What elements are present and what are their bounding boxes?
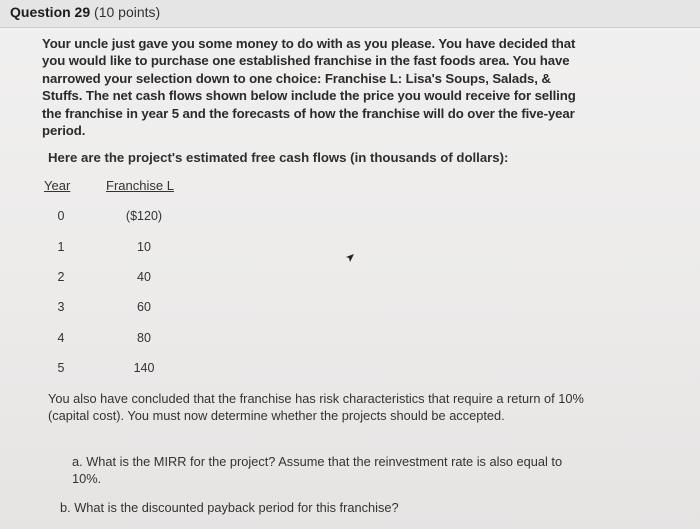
table-row-value: 60 (137, 300, 151, 314)
question-header (0, 0, 700, 28)
question-intro: Your uncle just gave you some money to do with as you please. You have decided that you would like to purchase one established franchise in the fast foods area. You have narrowed your selection down to one choice: Franchise L: Lisa's Soups, Salads, & Stuffs. The net cash flows shown below include the price you would receive for selling the franchise in year 5 and the forecasts of how the franchise will do over the five-year period. (42, 36, 576, 139)
question-points: (10 points) (94, 4, 161, 20)
table-row-value: 40 (137, 270, 151, 284)
question-title (10, 4, 160, 20)
table-row-year: 5 (57, 361, 65, 375)
table-row-value: 140 (133, 361, 155, 375)
table-row-year: 0 (57, 209, 65, 223)
table-row-year: 2 (57, 270, 65, 284)
table-header-year: Year (44, 178, 71, 193)
conclusion-text: You also have concluded that the franchise has risk characteristics that require a return of 10% (capital cost). You must now determine whether the projects should be accepted. (48, 391, 584, 423)
table-header-franchise: Franchise L (106, 178, 174, 193)
table-row-value: 10 (137, 240, 151, 254)
table-row-value: 80 (137, 331, 151, 345)
table-row-value: ($120) (125, 209, 163, 223)
question-number: Question 29 (10, 4, 91, 20)
table-row-year: 4 (57, 331, 65, 345)
table-row-year: 1 (57, 240, 65, 254)
mouse-pointer-icon (345, 253, 355, 263)
question-a: a. What is the MIRR for the project? Assume that the reinvestment rate is also equal to 10%. (72, 454, 563, 486)
cash-flow-lead: Here are the project's estimated free cash flows (in thousands of dollars): (48, 150, 509, 165)
table-row-year: 3 (57, 300, 65, 314)
question-b: b. What is the discounted payback period for this franchise? (60, 500, 399, 515)
